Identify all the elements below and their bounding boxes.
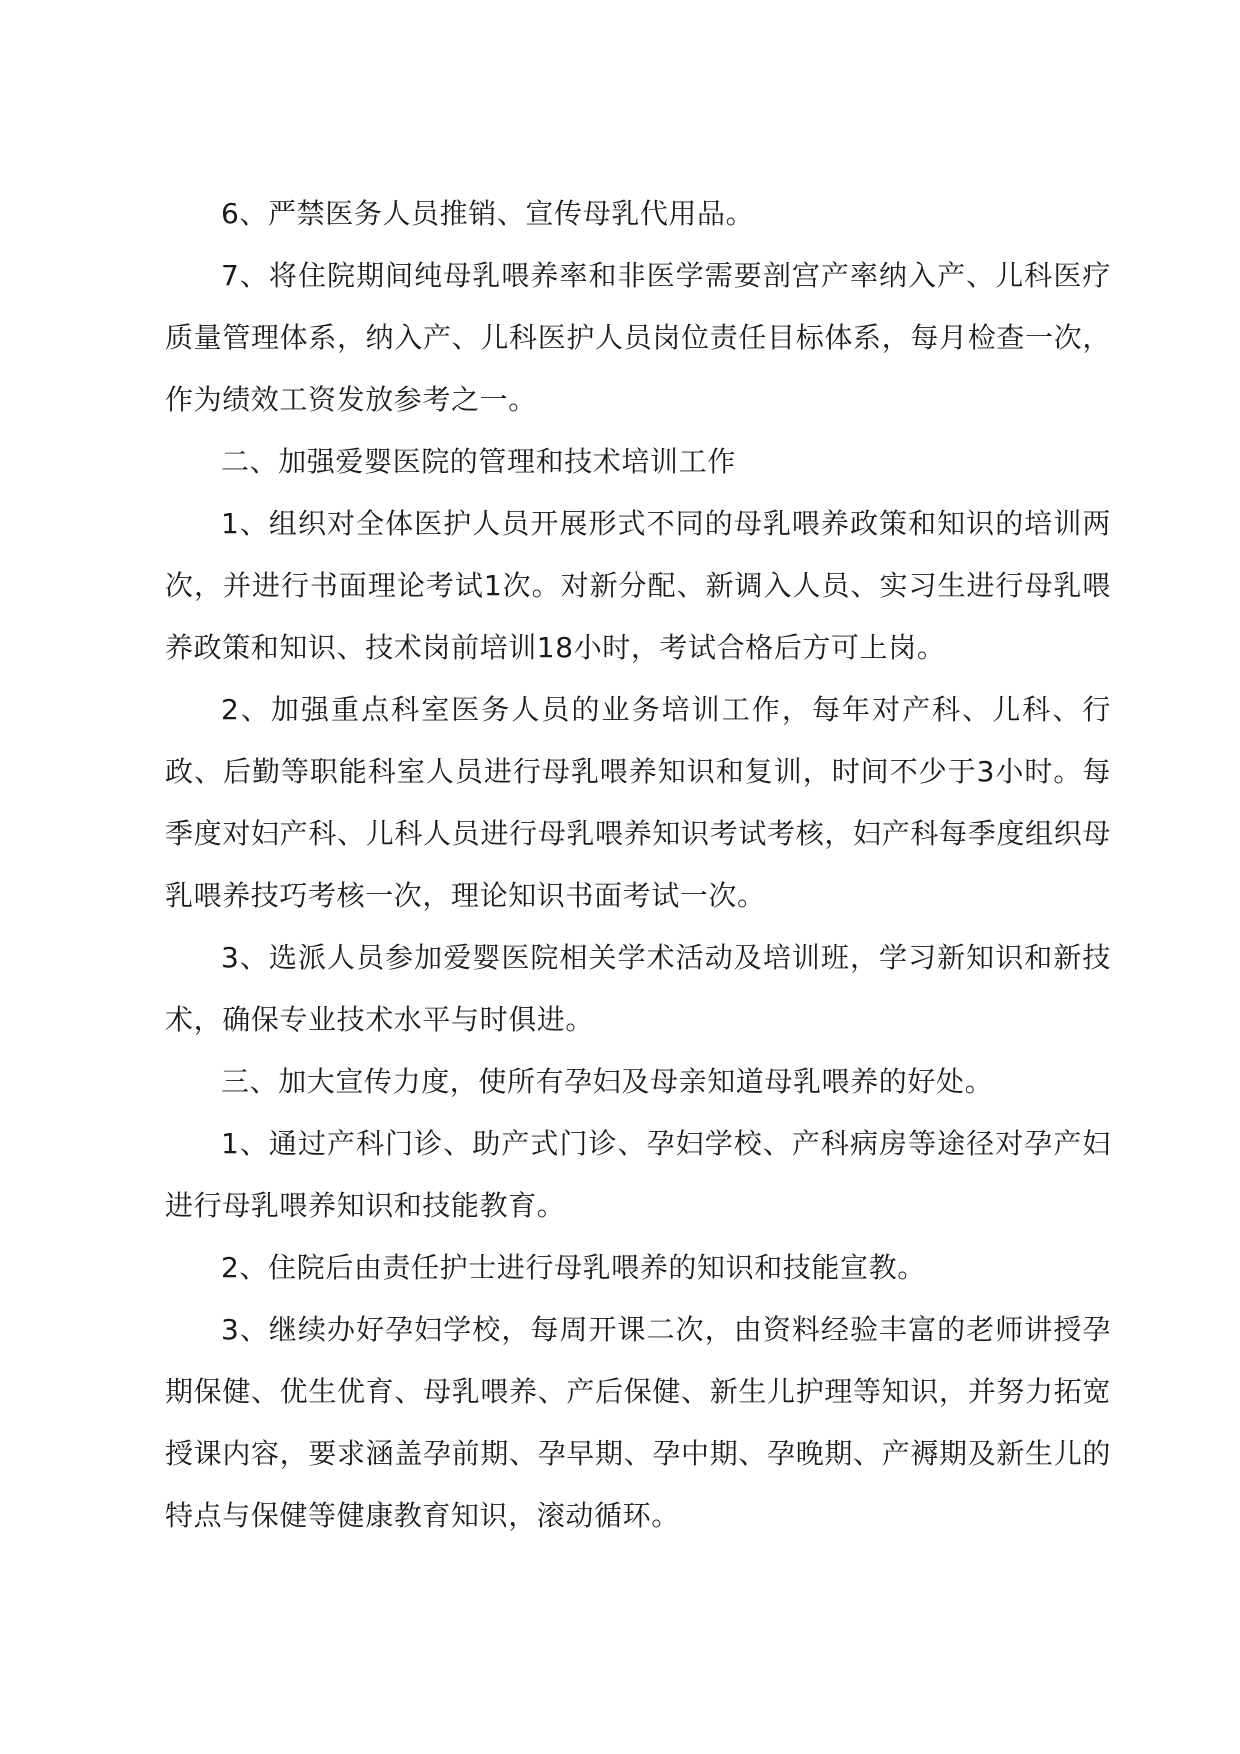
paragraph-training-2: 2、加强重点科室医务人员的业务培训工作，每年对产科、儿科、行政、后勤等职能科室人员进行母乳喂养知识和复训，时间不少于3小时。每季度对妇产科、儿科人员进行母乳喂养知识考试考核，妇产科每季度组织母乳喂养技巧考核一次，理论知识书面考试一次。 bbox=[165, 693, 1111, 912]
document-body bbox=[165, 183, 1111, 1547]
paragraph-promotion-2: 2、住院后由责任护士进行母乳喂养的知识和技能宣教。 bbox=[221, 1251, 926, 1284]
section-heading-3: 三、加大宣传力度，使所有孕妇及母亲知道母乳喂养的好处。 bbox=[221, 1065, 994, 1098]
section-heading-2: 二、加强爱婴医院的管理和技术培训工作 bbox=[221, 445, 736, 478]
paragraph-training-3: 3、选派人员参加爱婴医院相关学术活动及培训班，学习新知识和新技术，确保专业技术水平与时俱进。 bbox=[165, 941, 1111, 1036]
paragraph-item-7: 7、将住院期间纯母乳喂养率和非医学需要剖宫产率纳入产、儿科医疗质量管理体系，纳入产、儿科医护人员岗位责任目标体系，每月检查一次，作为绩效工资发放参考之一。 bbox=[165, 259, 1111, 416]
paragraph-training-1: 1、组织对全体医护人员开展形式不同的母乳喂养政策和知识的培训两次，并进行书面理论考试1次。对新分配、新调入人员、实习生进行母乳喂养政策和知识、技术岗前培训18小时，考试合格后方可上岗。 bbox=[165, 507, 1111, 664]
paragraph-item-6: 6、严禁医务人员推销、宣传母乳代用品。 bbox=[221, 197, 755, 230]
paragraph-promotion-1: 1、通过产科门诊、助产式门诊、孕妇学校、产科病房等途径对孕产妇进行母乳喂养知识和技能教育。 bbox=[165, 1127, 1111, 1222]
paragraph-promotion-3: 3、继续办好孕妇学校，每周开课二次，由资料经验丰富的老师讲授孕期保健、优生优育、母乳喂养、产后保健、新生儿护理等知识，并努力拓宽授课内容，要求涵盖孕前期、孕早期、孕中期、孕晚期、产褥期及新生儿的特点与保健等健康教育知识，滚动循环。 bbox=[165, 1313, 1111, 1532]
